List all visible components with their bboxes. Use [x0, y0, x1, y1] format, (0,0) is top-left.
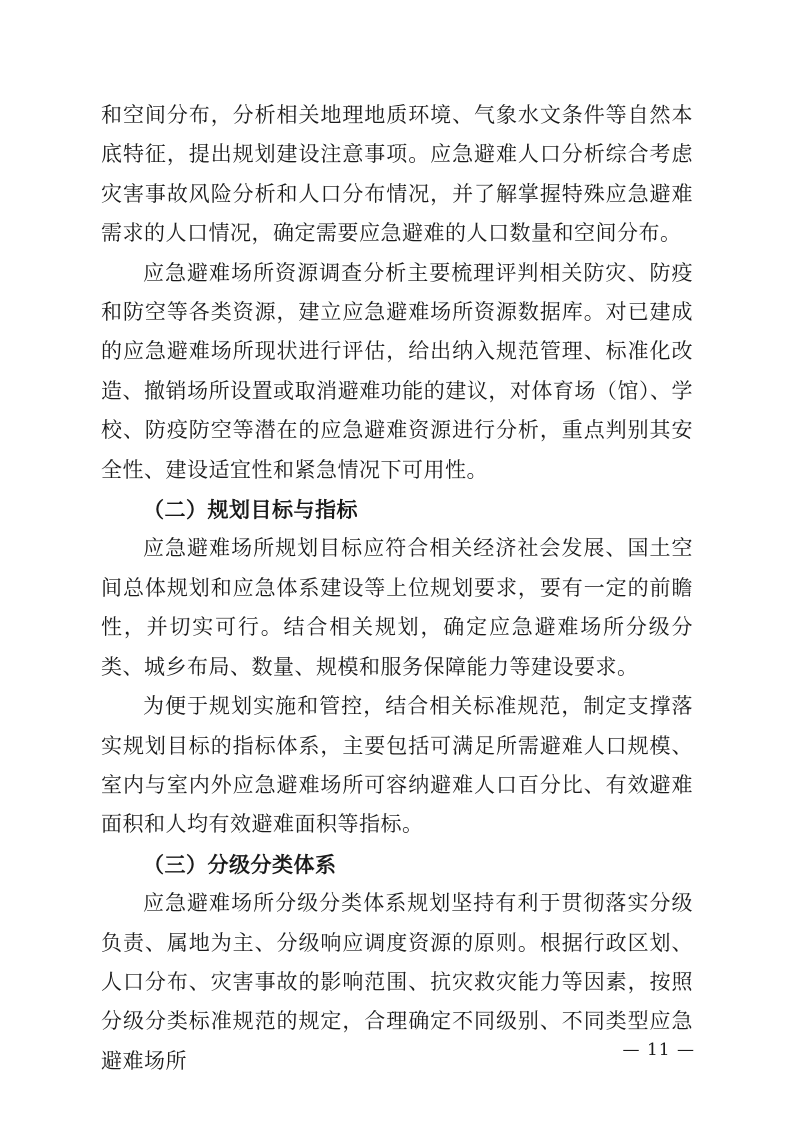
body-text: [101, 96, 693, 1081]
paragraph-resource-analysis: 应急避难场所资源调查分析主要梳理评判相关防灾、防疫和防空等各类资源，建立应急避难场所资源数据库。对已建成的应急避难场所现状进行评估，给出纳入规范管理、标准化改造、撤销场所设置或取消避难功能的建议，对体育场（馆）、学校、防疫防空等潜在的应急避难资源进行分析，重点判别其安全性、建设适宜性和紧急情况下可用性。: [101, 260, 693, 482]
paragraph-planning-targets: 应急避难场所规划目标应符合相关经济社会发展、国土空间总体规划和应急体系建设等上位规划要求，要有一定的前瞻性，并切实可行。结合相关规划，确定应急避难场所分级分类、城乡布局、数量、规模和服务保障能力等建设要求。: [101, 536, 693, 679]
page-number: — 11 —: [622, 1040, 695, 1060]
section-heading-targets: （二）规划目标与指标: [143, 497, 358, 523]
section-heading-classification: （三）分级分类体系: [143, 851, 337, 877]
paragraph-indicator-system: 为便于规划实施和管控，结合相关标准规范，制定支撑落实规划目标的指标体系，主要包括可满足所需避难人口规模、室内与室内外应急避难场所可容纳避难人口百分比、有效避难面积和人均有效避难面积等指标。: [101, 694, 693, 837]
paragraph-classification: 应急避难场所分级分类体系规划坚持有利于贯彻落实分级负责、属地为主、分级响应调度资源的原则。根据行政区划、人口分布、灾害事故的影响范围、抗灾救灾能力等因素，按照分级分类标准规范的规定，合理确定不同级别、不同类型应急避难场所: [101, 891, 693, 1073]
paragraph-continued: 和空间分布，分析相关地理地质环境、气象水文条件等自然本底特征，提出规划建设注意事项。应急避难人口分析综合考虑灾害事故风险分析和人口分布情况，并了解掌握特殊应急避难需求的人口情况，确定需要应急避难的人口数量和空间分布。: [101, 103, 693, 246]
